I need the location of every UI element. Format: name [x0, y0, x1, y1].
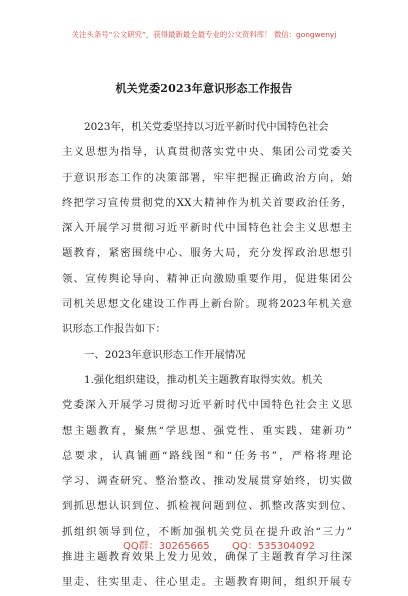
paragraph-line: 终把学习宣传贯彻党的XX大精神作为机关首要政治任务， — [62, 196, 352, 209]
paragraph-line: 主义思想为指导，认真贯彻落实党中央、集团公司党委关 — [62, 146, 352, 159]
document-title: 机关党委2023年意识形态工作报告 — [115, 82, 293, 95]
paragraph-line: 司机关思想文化建设工作再上新台阶。现将2023年机关意 — [62, 298, 352, 311]
paragraph-line: 里走、往实里走、往心里走。主题教育期间，组织开展专 — [62, 576, 352, 589]
paragraph-line: 到抓思想认识到位、抓检视问题到位、抓整改落实到位、 — [62, 500, 352, 513]
document-body — [62, 115, 352, 596]
paragraph-line: 题教育，紧密围绕中心、服务大局，充分发挥政治思想引 — [62, 247, 352, 260]
paragraph-line: 抓组织领导到位，不断加强机关党员在提升政治“三力” — [62, 525, 352, 538]
paragraph-line: 识形态工作报告如下： — [62, 323, 166, 336]
paragraph-line: 领、宣传舆论导向、精神正向激励重要作用，促进集团公 — [62, 272, 352, 285]
paragraph-line: 学习、调查研究、整治整改、推动发展贯穿始终，切实做 — [62, 475, 352, 488]
paragraph-line: 党委深入开展学习贯彻习近平新时代中国特色社会主义思 — [62, 399, 352, 412]
header-promo-text: 关注头条号“公文研究”，获得最新最全最专业的公文资料库！ 微信：gongwenyj — [71, 30, 337, 39]
footer-qq-number: QQ：535304092 — [232, 541, 316, 552]
paragraph-line: 推进主题教育效果上发力见效，确保了主题教育学习往深 — [62, 551, 352, 564]
footer-qq-group: QQ群：30265665 — [123, 541, 210, 552]
paragraph-line: 于意识形态工作的决策部署，牢牢把握正确政治方向，始 — [62, 171, 352, 184]
paragraph-line: 2023年，机关党委坚持以习近平新时代中国特色社会 — [84, 121, 329, 133]
paragraph-line: 1.强化组织建设，推动机关主题教育取得实效。机关 — [84, 373, 323, 386]
paragraph-line: 总要求，认真铺画“路线图”和“任务书”，严格将理论 — [62, 449, 352, 462]
section-heading: 一、2023年意识形态工作开展情况 — [84, 348, 246, 361]
paragraph-line: 想主题教育，聚焦“学思想、强党性、重实践、建新功” — [62, 424, 352, 437]
paragraph-line: 深入开展学习贯彻习近平新时代中国特色社会主义思想主 — [62, 222, 352, 235]
